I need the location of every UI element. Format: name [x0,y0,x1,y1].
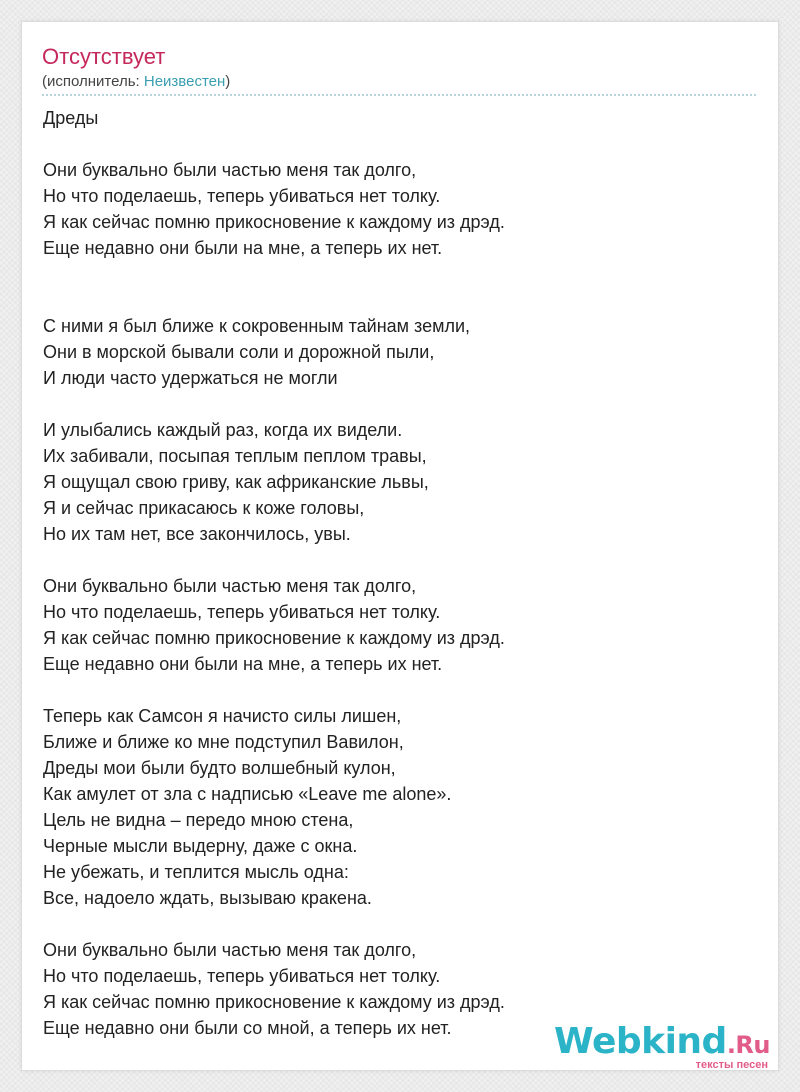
artist-link[interactable]: Неизвестен [143,73,226,90]
lyric-line: Теперь как Самсон я начисто силы лишен, [43,706,402,726]
artist-prefix: (исполнитель: [42,73,144,90]
lyrics-stanza [43,417,743,547]
lyric-line: Я как сейчас помню прикосновение к каждому из дрэд. [43,992,505,1012]
lyric-line: Я ощущал свою гриву, как африканские львы, [43,472,429,492]
lyric-line: Дреды мои были будто волшебный кулон, [43,758,396,778]
stanza-gap [43,391,743,417]
lyric-line: Я и сейчас прикасаюсь к коже головы, [43,498,365,518]
lyric-line: Но что поделаешь, теперь убиваться нет толку. [43,966,441,986]
lyric-line: Они в морской бывали соли и дорожной пыли, [43,342,435,362]
lyric-line: Я как сейчас помню прикосновение к каждому из дрэд. [43,628,505,648]
stanza-gap [43,287,743,313]
lyric-line: Их забивали, посыпая теплым пеплом травы, [43,446,427,466]
lyric-line: Они буквально были частью меня так долго, [43,940,417,960]
lyric-line: Они буквально были частью меня так долго, [43,160,417,180]
stanza-gap [43,261,743,287]
lyric-line: И улыбались каждый раз, когда их видели. [43,420,403,440]
logo-main-text: Webkind [554,1021,727,1062]
stanza-gap [43,547,743,573]
lyric-line: Но их там нет, все закончилось, увы. [43,524,351,544]
lyric-line: И люди часто удержаться не могли [43,368,338,388]
artist-line [42,73,230,91]
lyric-line: Не убежать, и теплится мысль одна: [43,862,349,882]
lyrics-stanza [43,157,743,261]
header-divider [42,94,756,96]
lyric-line: Цель не видна – передо мною стена, [43,810,354,830]
lyric-line: Я как сейчас помню прикосновение к каждому из дрэд. [43,212,505,232]
stanza-gap [43,131,743,157]
lyrics-stanza [43,105,743,131]
lyrics-stanza [43,573,743,677]
stanza-gap [43,677,743,703]
song-title: Отсутствует [42,44,166,69]
lyric-line: Все, надоело ждать, вызываю кракена. [43,888,372,908]
lyric-line: С ними я был ближе к сокровенным тайнам земли, [43,316,471,336]
logo-wordmark [554,1021,770,1062]
lyrics-stanza [43,313,743,391]
logo-tagline: тексты песен [695,1059,768,1071]
site-logo[interactable] [554,1021,770,1071]
lyric-line: Черные мысли выдерну, даже с окна. [43,836,358,856]
lyric-line: Ближе и ближе ко мне подступил Вавилон, [43,732,404,752]
lyric-line: Дреды [43,108,99,128]
logo-tld: .Ru [726,1031,770,1059]
lyric-line: Они буквально были частью меня так долго, [43,576,417,596]
artist-suffix: ) [225,73,231,90]
lyric-line: Еще недавно они были на мне, а теперь их нет. [43,654,443,674]
lyrics-stanza [43,703,743,911]
lyric-line: Как амулет от зла с надписью «Leave me alone». [43,784,452,804]
lyric-line: Еще недавно они были со мной, а теперь их нет. [43,1018,452,1038]
lyric-line: Но что поделаешь, теперь убиваться нет толку. [43,602,441,622]
lyric-line: Но что поделаешь, теперь убиваться нет толку. [43,186,441,206]
lyrics-body [43,105,743,1041]
lyric-line: Еще недавно они были на мне, а теперь их нет. [43,238,443,258]
stanza-gap [43,911,743,937]
